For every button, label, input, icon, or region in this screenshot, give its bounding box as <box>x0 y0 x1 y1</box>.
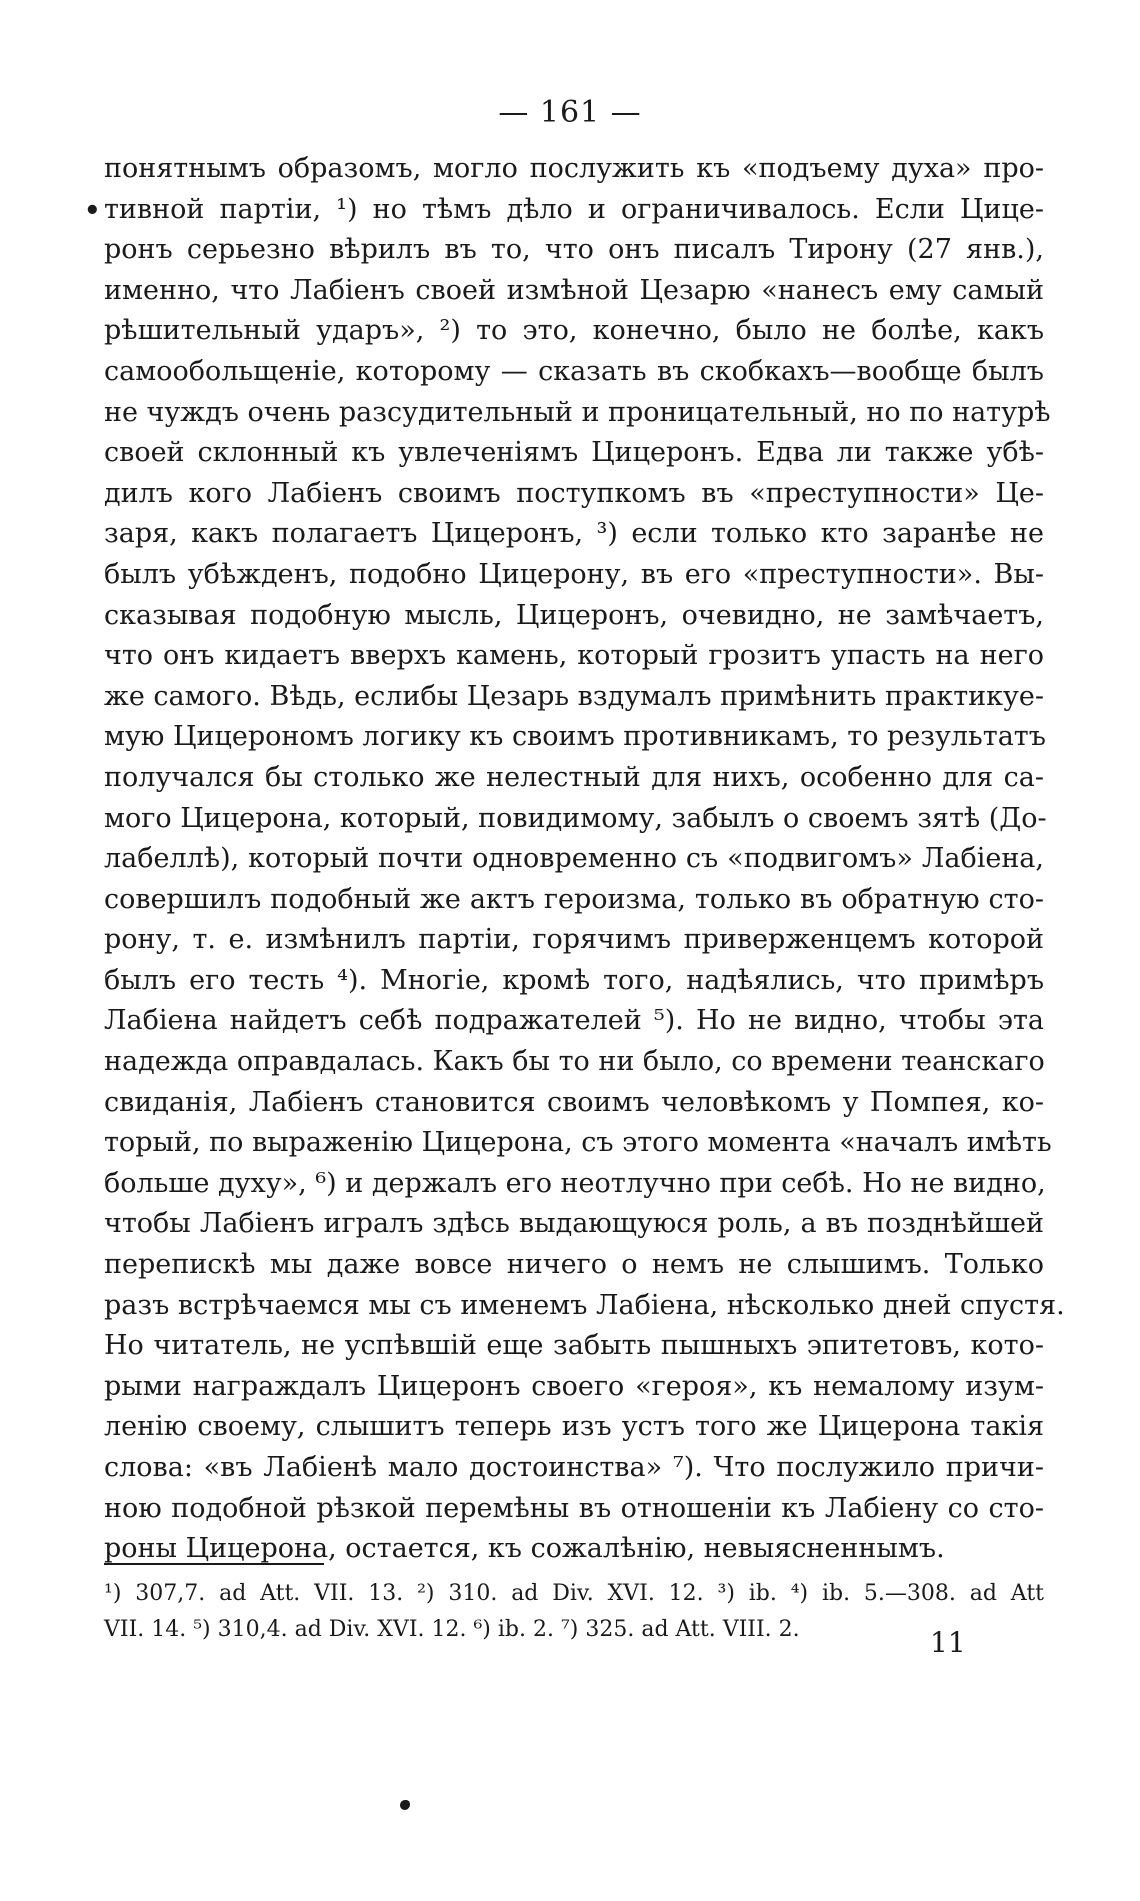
text-line: мую Цицерономъ логику къ своимъ противникамъ, то результатъ <box>104 721 1046 753</box>
body-text <box>104 149 1065 1570</box>
text-line: мого Цицерона, который, повидимому, забылъ о своемъ зятѣ (До- <box>104 802 1047 834</box>
page-number: — 161 — <box>498 95 642 130</box>
text-line: тивной партіи, ¹) но тѣмъ дѣло и ограничивалось. Если Цице- <box>104 193 1044 225</box>
text-line: что онъ кидаетъ вверхъ камень, который грозитъ упасть на него <box>104 640 1044 672</box>
text-line: рону, т. е. измѣнилъ партіи, горячимъ приверженцемъ которой <box>104 924 1044 956</box>
text-line: своей склонный къ увлеченіямъ Цицеронъ. Едва ли также убѣ- <box>104 437 1044 469</box>
text-line: разъ встрѣчаемся мы съ именемъ Лабіена, нѣсколько дней спустя. <box>104 1289 1065 1321</box>
text-line: совершилъ подобный же актъ героизма, только въ обратную сто- <box>104 883 1044 915</box>
text-line: ною подобной рѣзкой перемѣны въ отношеніи къ Лабіену со сто- <box>104 1492 1044 1524</box>
text-line: именно, что Лабіенъ своей измѣной Цезарю «нанесъ ему самый <box>104 274 1044 306</box>
text-line: не чуждъ очень разсудительный и проницательный, но по натурѣ <box>104 396 1051 428</box>
text-line: больше духу», ⁶) и держалъ его неотлучно при себѣ. Но не видно, <box>104 1167 1046 1199</box>
text-line: ленію своему, слышитъ теперь изъ устъ того же Цицерона такія <box>104 1411 1044 1443</box>
footnote-rule <box>104 1563 324 1565</box>
text-line: Но читатель, не успѣвшій еще забыть пышныхъ эпитетовъ, кото- <box>104 1330 1044 1362</box>
footnotes <box>104 1576 1044 1648</box>
text-line: заря, какъ полагаетъ Цицеронъ, ³) если только кто заранѣе не <box>104 518 1044 550</box>
ink-speck <box>400 1800 410 1810</box>
footnote-line: ¹) 307,7. ad Att. VII. 13. ²) 310. ad Div. XVI. 12. ³) ib. ⁴) ib. 5.—308. ad Att <box>104 1581 1044 1606</box>
text-line: слова: «въ Лабіенѣ мало достоинства» ⁷). Что послужило причи- <box>104 1452 1044 1483</box>
text-line: торый, по выраженію Цицерона, съ этого момента «началъ имѣть <box>104 1127 1052 1159</box>
text-line: сказывая подобную мысль, Цицеронъ, очевидно, не замѣчаетъ, <box>104 599 1044 631</box>
text-line: понятнымъ образомъ, могло послужить къ «подъему духа» про- <box>104 153 1044 184</box>
text-line: свиданія, Лабіенъ становится своимъ человѣкомъ у Помпея, ко- <box>104 1086 1044 1118</box>
text-line: чтобы Лабіенъ игралъ здѣсь выдающуюся роль, а въ позднѣйшей <box>104 1208 1044 1240</box>
footnote-line: VII. 14. ⁵) 310,4. ad Div. XVI. 12. ⁶) ib. 2. ⁷) 325. ad Att. VIII. 2. <box>104 1617 800 1642</box>
signature-mark: 11 <box>930 1626 966 1659</box>
text-line: рыми награждалъ Цицеронъ своего «героя», къ немалому изум- <box>104 1370 1044 1402</box>
text-line: былъ его тесть ⁴). Многіе, кромѣ того, надѣялись, что примѣръ <box>104 964 1044 996</box>
text-line: надежда оправдалась. Какъ бы то ни было, со времени теанскаго <box>104 1046 1045 1078</box>
text-line: лабеллѣ), который почти одновременно съ «подвигомъ» Лабіена, <box>104 843 1044 875</box>
text-line: роны Цицерона, остается, къ сожалѣнію, невыясненнымъ. <box>104 1533 945 1565</box>
text-line: дилъ кого Лабіенъ своимъ поступкомъ въ «преступности» Це- <box>104 477 1044 509</box>
text-line: былъ убѣжденъ, подобно Цицерону, въ его «преступности». Вы- <box>104 558 1044 590</box>
text-line: самообольщеніе, которому — сказать въ скобкахъ—вообще былъ <box>104 355 1044 387</box>
text-line: же самого. Вѣдь, еслибы Цезарь вздумалъ примѣнить практикуе- <box>104 680 1044 712</box>
margin-mark: • <box>84 196 101 226</box>
text-line: Лабіена найдетъ себѣ подражателей ⁵). Но не видно, чтобы эта <box>104 1005 1044 1037</box>
text-line: рѣшительный ударъ», ²) то это, конечно, было не болѣе, какъ <box>104 315 1044 347</box>
text-line: перепискѣ мы даже вовсе ничего о немъ не слышимъ. Только <box>104 1249 1044 1281</box>
text-line: ронъ серьезно вѣрилъ въ то, что онъ писалъ Тирону (27 янв.), <box>104 234 1044 266</box>
text-line: получался бы столько же нелестный для нихъ, особенно для са- <box>104 761 1044 793</box>
